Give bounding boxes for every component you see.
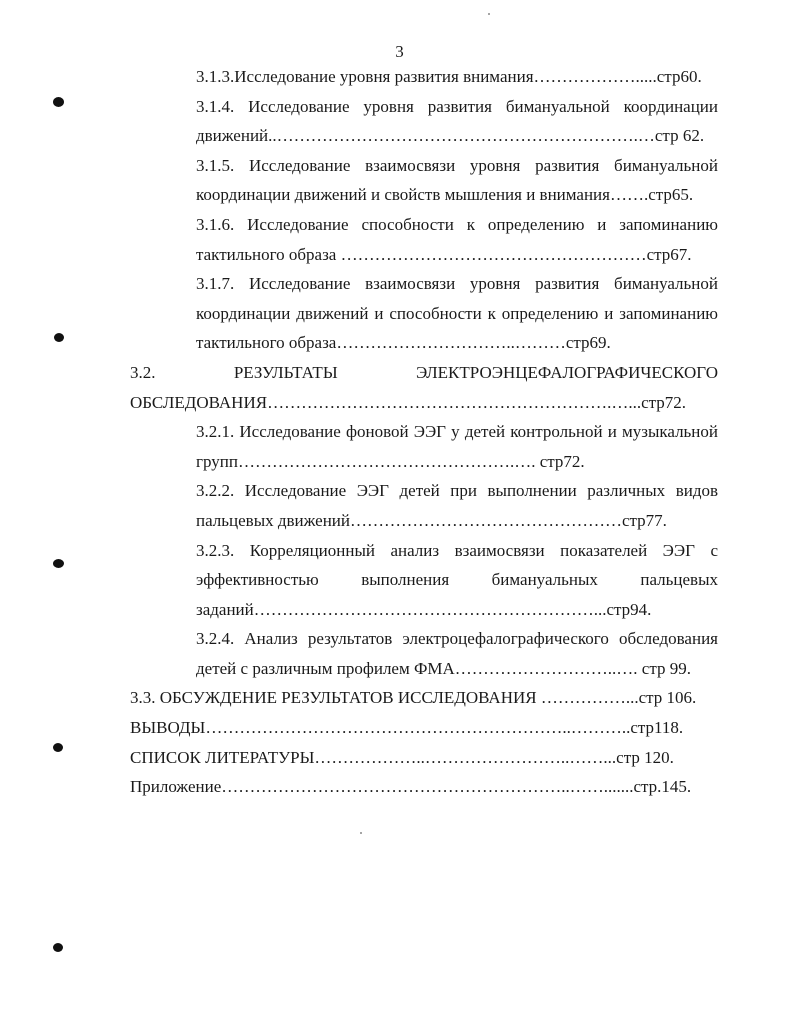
toc-entry-3-2-4: 3.2.4. Анализ результатов электроцефалографического обследования детей с различным профилем ФМА………………………..…. стр 99. [196,629,718,678]
scan-dot [360,832,362,834]
toc-entry-3-3: 3.3. ОБСУЖДЕНИЕ РЕЗУЛЬТАТОВ ИССЛЕДОВАНИЯ ……………...стр 106. [130,688,697,708]
toc-entry-3-2-2: 3.2.2. Исследование ЭЭГ детей при выполнении различных видов пальцевых движений…………………………………………стр77. [196,481,718,530]
toc-entry-3-1-3: 3.1.3.Исследование уровня развития внимания……………….....стр60. [196,67,702,86]
toc-entry-references: СПИСОК ЛИТЕРАТУРЫ………………..……………………..……...стр 120. [130,747,674,767]
toc-entry-conclusions: ВЫВОДЫ………………………………………………………..………..стр118. [130,718,684,738]
scan-speck [53,943,63,952]
page-number: 3 [395,42,404,61]
toc-entry-appendix: Приложение……………………………………………………..…….......стр.145. [130,777,692,797]
toc-entry-3-2: 3.2. РЕЗУЛЬТАТЫ ЭЛЕКТРОЭНЦЕФАЛОГРАФИЧЕСКОГО ОБСЛЕДОВАНИЯ…………………………………………………….…...стр72. [130,362,718,412]
scan-speck [54,333,64,342]
toc-entry-3-1-4: 3.1.4. Исследование уровня развития бимануальной координации движений..……………………………………………………….…стр 62. [196,96,718,146]
scan-speck [53,97,64,107]
toc-entry-3-1-7: 3.1.7. Исследование взаимосвязи уровня развития бимануальной координации движений и способности к определению и запоминанию тактильного образа…………………………..………стр69. [196,274,718,353]
toc-entry-3-1-6: 3.1.6. Исследование способности к определению и запоминанию тактильного образа ………………………………………………стр67. [196,214,718,264]
toc-entry-3-2-3: 3.2.3. Корреляционный анализ взаимосвязи показателей ЭЭГ с эффективностью выполнения бимануальных пальцевых заданий……………………………………………………...стр94. [196,540,718,619]
scan-dot [488,13,490,15]
table-of-contents [130,62,718,802]
scan-speck [53,743,63,752]
scan-speck [53,559,64,568]
toc-entry-3-2-1: 3.2.1. Исследование фоновой ЭЭГ у детей контрольной и музыкальной групп………………………………………….…. стр72. [196,422,718,471]
toc-entry-3-1-5: 3.1.5. Исследование взаимосвязи уровня развития бимануальной координации движений и свойств мышления и внимания…….стр65. [196,155,718,205]
